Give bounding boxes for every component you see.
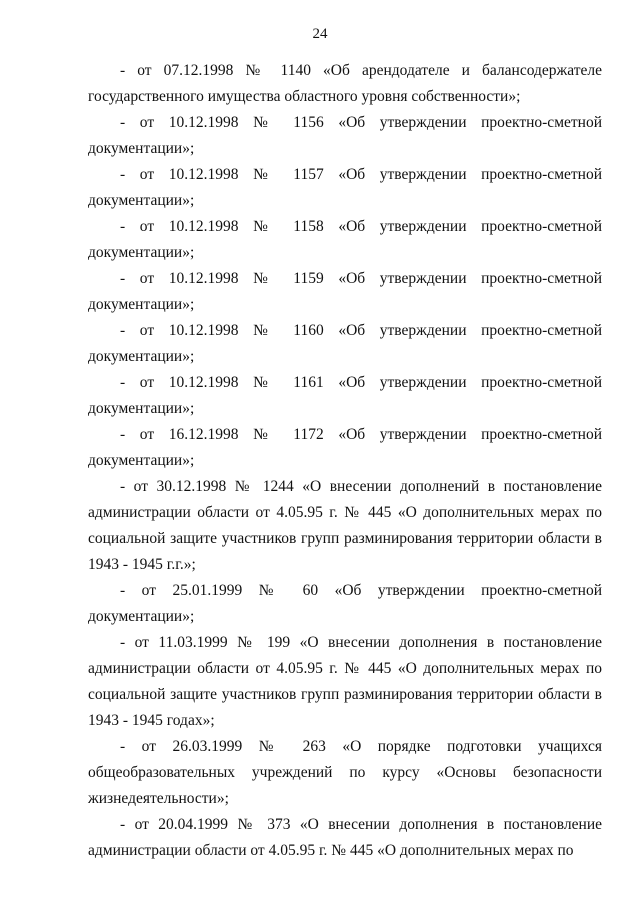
item-first-line: - от 26.03.1999 № 263 «О порядке подготовки учащихся	[120, 738, 602, 755]
list-item	[88, 370, 602, 422]
item-continuation: администрации области от 4.05.95 г. № 445 «О дополнительных мерах по социальной защите участников групп разминирования территории области в 1943 - 1945 годах»;	[88, 660, 602, 729]
item-first-line: - от 10.12.1998 № 1157 «Об утверждении проектно-сметной	[120, 166, 602, 183]
item-continuation: документации»;	[88, 244, 195, 261]
item-continuation: документации»;	[88, 192, 195, 209]
list-item	[88, 812, 602, 864]
item-first-line: - от 11.03.1999 № 199 «О внесении дополнения в постановление	[120, 634, 602, 651]
item-continuation: документации»;	[88, 452, 195, 469]
page-number: 24	[312, 26, 328, 42]
item-continuation: документации»;	[88, 296, 195, 313]
item-continuation: документации»;	[88, 400, 195, 417]
item-first-line: - от 10.12.1998 № 1160 «Об утверждении проектно-сметной	[120, 322, 602, 339]
item-first-line: - от 07.12.1998 № 1140 «Об арендодателе и балансодержателе	[120, 62, 602, 79]
item-first-line: - от 10.12.1998 № 1156 «Об утверждении проектно-сметной	[120, 114, 602, 131]
list-item	[88, 110, 602, 162]
item-first-line: - от 30.12.1998 № 1244 «О внесении дополнений в постановление	[120, 478, 602, 495]
list-item	[88, 318, 602, 370]
item-continuation: государственного имущества областного уровня собственности»;	[88, 88, 521, 105]
item-continuation: администрации области от 4.05.95 г. № 445 «О дополнительных мерах по социальной защите участников групп разминирования территории области в 1943 - 1945 г.г.»;	[88, 504, 602, 573]
item-continuation: документации»;	[88, 348, 195, 365]
list-item	[88, 58, 602, 110]
item-continuation: документации»;	[88, 140, 195, 157]
list-item	[88, 422, 602, 474]
item-first-line: - от 20.04.1999 № 373 «О внесении дополнения в постановление	[120, 816, 602, 833]
list-item	[88, 578, 602, 630]
item-first-line: - от 10.12.1998 № 1161 «Об утверждении проектно-сметной	[120, 374, 602, 391]
list-item	[88, 474, 602, 578]
list-item	[88, 734, 602, 812]
list-item	[88, 630, 602, 734]
list-item	[88, 214, 602, 266]
item-continuation: администрации области от 4.05.95 г. № 445 «О дополнительных мерах по	[88, 842, 574, 859]
item-continuation: общеобразовательных учреждений по курсу «Основы безопасности жизнедеятельности»;	[88, 764, 602, 807]
item-first-line: - от 16.12.1998 № 1172 «Об утверждении проектно-сметной	[120, 426, 602, 443]
item-first-line: - от 10.12.1998 № 1159 «Об утверждении проектно-сметной	[120, 270, 602, 287]
item-first-line: - от 25.01.1999 № 60 «Об утверждении проектно-сметной документации»;	[88, 582, 602, 625]
document-body	[88, 58, 602, 864]
list-item	[88, 266, 602, 318]
list-item	[88, 162, 602, 214]
item-first-line: - от 10.12.1998 № 1158 «Об утверждении проектно-сметной	[120, 218, 602, 235]
